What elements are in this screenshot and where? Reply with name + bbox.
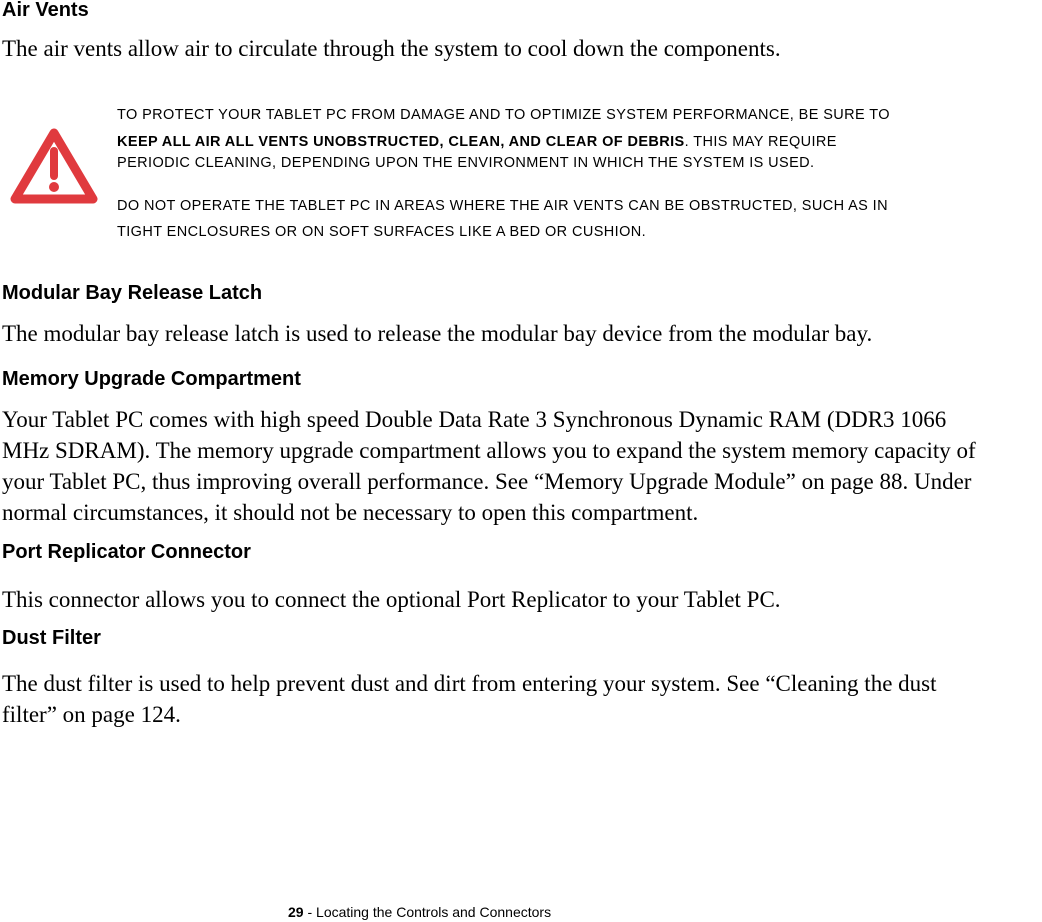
modular-bay-body: The modular bay release latch is used to release the modular bay device from the modular bay.: [2, 321, 873, 346]
air-vents-body: The air vents allow air to circulate through the system to cool down the components.: [2, 36, 781, 61]
section-heading-modular-bay: Modular Bay Release Latch: [2, 282, 263, 304]
dust-filter-line: filter” on page 124.: [2, 702, 181, 727]
warning-line: [117, 134, 837, 150]
warning-text: . THIS MAY REQUIRE: [684, 134, 837, 150]
memory-line: MHz SDRAM). The memory upgrade compartment allows you to expand the system memory capacity of: [2, 438, 976, 463]
footer-separator: -: [303, 904, 317, 920]
warning-line: DO NOT OPERATE THE TABLET PC IN AREAS WHERE THE AIR VENTS CAN BE OBSTRUCTED, SUCH AS IN: [117, 198, 888, 214]
dust-filter-line: The dust filter is used to help prevent dust and dirt from entering your system. See “Cleaning the dust: [2, 671, 937, 696]
warning-triangle-icon: [9, 127, 99, 207]
warning-line: TO PROTECT YOUR TABLET PC FROM DAMAGE AND TO OPTIMIZE SYSTEM PERFORMANCE, BE SURE TO: [117, 107, 890, 123]
page-number: 29: [288, 904, 304, 920]
warning-line: TIGHT ENCLOSURES OR ON SOFT SURFACES LIKE A BED OR CUSHION.: [117, 224, 647, 240]
section-heading-memory: Memory Upgrade Compartment: [2, 368, 301, 390]
footer-title: Locating the Controls and Connectors: [316, 904, 552, 920]
page-footer: [288, 904, 551, 920]
warning-line: PERIODIC CLEANING, DEPENDING UPON THE ENVIRONMENT IN WHICH THE SYSTEM IS USED.: [117, 155, 815, 171]
warning-emphasis: KEEP ALL AIR ALL VENTS UNOBSTRUCTED, CLEAN, AND CLEAR OF DEBRIS: [117, 134, 685, 150]
section-heading-dust-filter: Dust Filter: [2, 627, 101, 649]
memory-line: normal circumstances, it should not be necessary to open this compartment.: [2, 500, 699, 525]
memory-line: Your Tablet PC comes with high speed Double Data Rate 3 Synchronous Dynamic RAM (DDR3 1066: [2, 407, 947, 432]
port-replicator-body: This connector allows you to connect the optional Port Replicator to your Tablet PC.: [2, 587, 781, 612]
memory-line: your Tablet PC, thus improving overall performance. See “Memory Upgrade Module” on page 88. Under: [2, 469, 972, 494]
section-heading-port-replicator: Port Replicator Connector: [2, 541, 251, 563]
section-heading-air-vents: Air Vents: [2, 0, 89, 21]
